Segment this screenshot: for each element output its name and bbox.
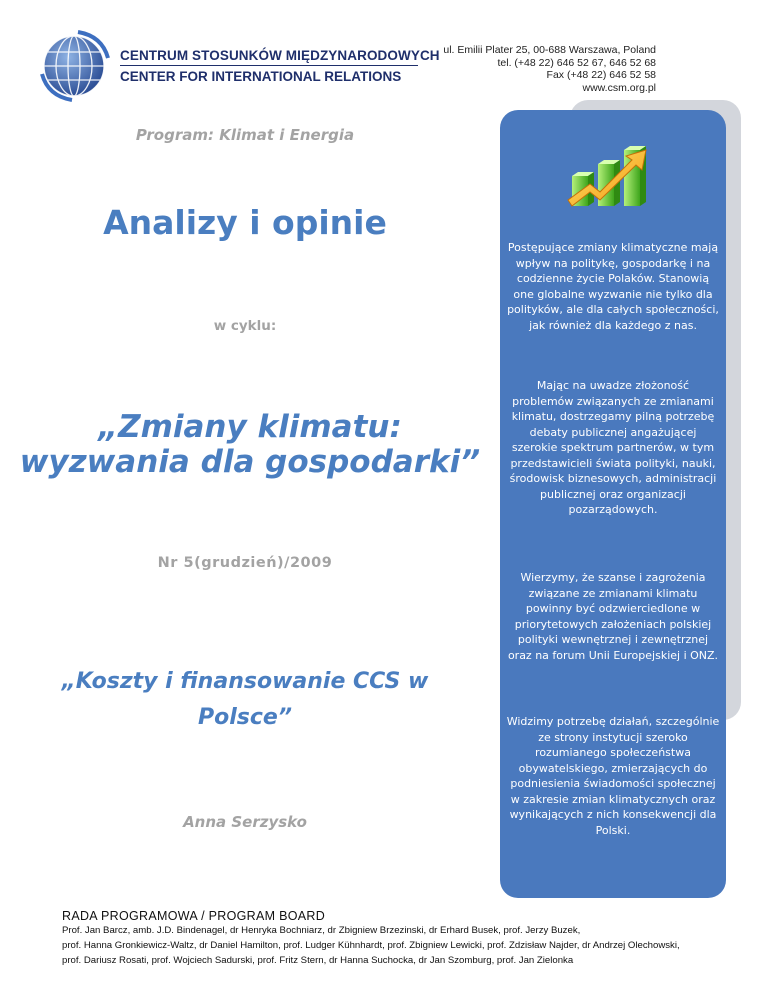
cycle-title-line2: wyzwania dla gospodarki” [19,444,481,480]
board-members-line: prof. Dariusz Rosati, prof. Wojciech Sadurski, prof. Fritz Stern, dr Hanna Suchocka, dr Jan Szomburg, prof. Jan Zielonka [62,955,574,966]
org-divider [120,65,418,66]
panel-paragraph-2: Mając na uwadze złożoność problemów związanych ze zmianami klimatu, dostrzegamy pilną potrzebę debaty publicznej angażującej szerokie spektrum partnerów, w tym przedstawicieli świata polityki, nauki, środowisk biznesowych, administracji publicznej oraz organizacji pozarządowych. [509,379,717,516]
paper-title [0,664,490,736]
contact-fax: Fax (+48 22) 646 52 58 [546,69,656,81]
author-name: Anna Serzysko [183,813,307,831]
cycle-title [0,410,500,480]
paper-title-line1: „Koszty i finansowanie CCS w [61,669,429,694]
paper-title-line2: Polsce” [197,705,292,730]
board-heading: RADA PROGRAMOWA / PROGRAM BOARD [62,909,326,923]
program-label: Program: Klimat i Energia [135,126,355,144]
board-members-line: Prof. Jan Barcz, amb. J.D. Bindenagel, dr Henryka Bochniarz, dr Zbigniew Brzezinski, dr Erhard Busek, prof. Jerzy Buzek, [62,925,581,936]
org-name-en: CENTER FOR INTERNATIONAL RELATIONS [120,69,402,84]
board-members-line: prof. Hanna Gronkiewicz-Waltz, dr Daniel Hamilton, prof. Ludger Kühnhardt, prof. Zbigniew Lewicki, prof. Zdzisław Najder, dr Andrzej Olechowski, [62,940,680,951]
contact-address: ul. Emilii Plater 25, 00-688 Warszawa, Poland [443,44,656,56]
panel-paragraph-4: Widzimy potrzebę działań, szczególnie ze strony instytucji szeroko rozumianego społeczeństwa obywatelskiego, zmierzających do podniesienia świadomości społecznej w zakresie zmian klimatycznych oraz wynikających z nich konsekwencji dla Polski. [506,715,720,837]
org-logo [38,30,440,102]
issue-number: Nr 5(grudzień)/2009 [157,555,333,571]
growth-chart-icon [566,136,666,212]
panel-paragraph-1: Postępujące zmiany klimatyczne mają wpływ na politykę, gospodarkę i na codzienne życie Polaków. Stanowią one globalne wyzwanie nie tylko dla polityków, ale dla całych społeczności, jak również dla każdego z nas. [507,241,719,332]
globe-icon [38,30,112,102]
contact-block [443,44,656,94]
org-name-pl: CENTRUM STOSUNKÓW MIĘDZYNARODOWYCH [120,48,440,63]
cycle-intro: w cyklu: [213,318,277,334]
contact-tel: tel. (+48 22) 646 52 67, 646 52 68 [497,56,656,69]
panel-paragraph-3: Wierzymy, że szanse i zagrożenia związane ze zmianami klimatu powinny być odzwierciedlone w priorytetowych założeniach polskiej polityki wewnętrznej i zewnętrznej oraz na forum Unii Europejskiej i ONZ. [507,571,719,662]
page-title: Analizy i opinie [103,203,387,242]
cycle-title-line1: „Zmiany klimatu: [98,409,402,445]
contact-web[interactable]: www.csm.org.pl [582,81,656,94]
